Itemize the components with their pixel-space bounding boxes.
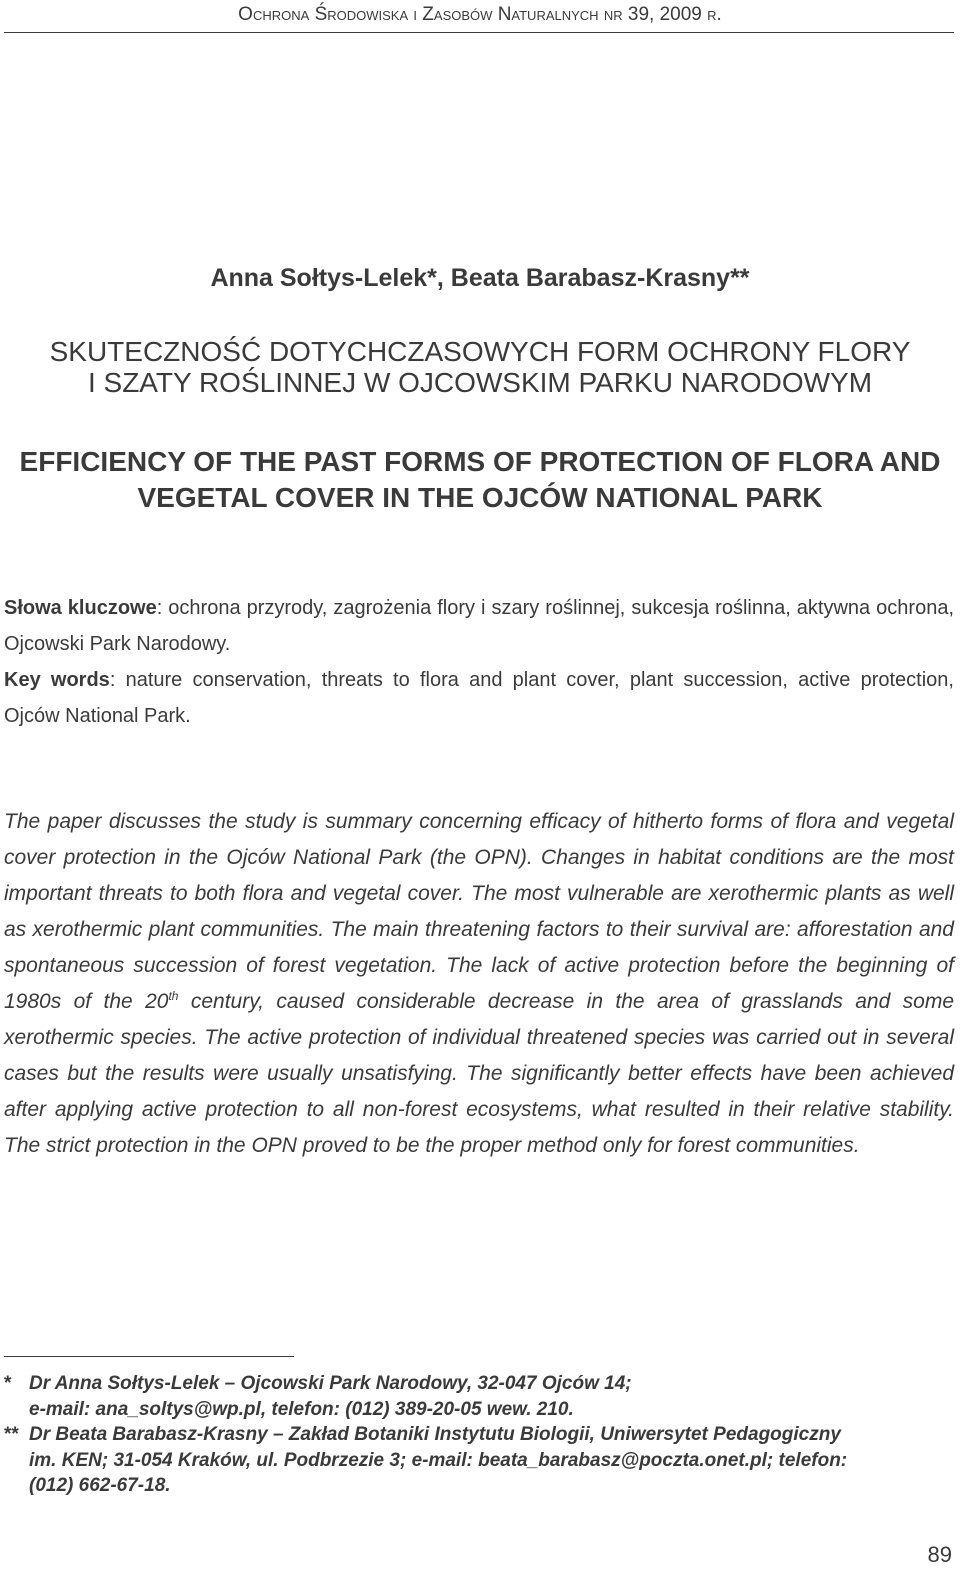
footnote-2 bbox=[4, 1422, 954, 1499]
keywords-english bbox=[4, 662, 954, 734]
footnote-divider bbox=[4, 1356, 294, 1357]
title-english bbox=[0, 444, 960, 516]
page-number: 89 bbox=[927, 1542, 952, 1567]
keywords-english-label: Key words bbox=[4, 669, 110, 691]
title-english-line: EFFICIENCY OF THE PAST FORMS OF PROTECTION OF FLORA AND bbox=[19, 446, 941, 477]
footnote-line: (012) 662-67-18. bbox=[29, 1475, 171, 1496]
running-header bbox=[0, 4, 960, 26]
keywords-english-text: : nature conservation, threats to flora and plant cover, plant succession, active protection, Ojców National Park. bbox=[4, 669, 954, 727]
footnote-line: Dr Anna Sołtys-Lelek – Ojcowski Park Narodowy, 32-047 Ojców 14; bbox=[29, 1373, 632, 1394]
footnote-mark: ** bbox=[4, 1424, 19, 1445]
keywords-polish-label: Słowa kluczowe bbox=[4, 597, 157, 619]
abstract bbox=[4, 804, 954, 1164]
abstract-superscript: th bbox=[168, 989, 179, 1003]
abstract-text-2: century, caused considerable decrease in the area of grasslands and some xerothermic species. The active protection of individual threatened species was carried out in several cases but the results were usually unsatisfying. The significantly better effects have been achieved after applying active protection to all non-forest ecosystems, what resulted in their relative stability. The strict protection in the OPN proved to be the proper method only for forest communities. bbox=[4, 990, 954, 1157]
footnote-line: Dr Beata Barabasz-Krasny – Zakład Botaniki Instytutu Biologii, Uniwersytet Pedagogiczny bbox=[29, 1424, 841, 1445]
header-divider bbox=[4, 32, 954, 33]
abstract-text-1: The paper discusses the study is summary concerning efficacy of hitherto forms of flora and vegetal cover protection in the Ojców National Park (the OPN). Changes in habitat conditions are the most important threats to both flora and vegetal cover. The most vulnerable are xerothermic plants as well as xerothermic plant communities. The main threatening factors to their survival are: afforestation and spontaneous succession of forest vegetation. The lack of active protection before the beginning of 1980s of the 20 bbox=[4, 810, 954, 1013]
footnote-mark: * bbox=[4, 1373, 12, 1394]
keywords-polish bbox=[4, 590, 954, 662]
footnote-line: e-mail: ana_soltys@wp.pl, telefon: (012) 389-20-05 wew. 210. bbox=[29, 1398, 574, 1420]
issue-number: nr 39, 2009 r. bbox=[603, 4, 722, 25]
title-english-line: VEGETAL COVER IN THE OJCÓW NATIONAL PARK bbox=[137, 482, 823, 513]
journal-name: Ochrona Środowiska i Zasobów Naturalnych bbox=[238, 4, 599, 25]
title-polish-line: I SZATY ROŚLINNEJ W OJCOWSKIM PARKU NARODOWYM bbox=[87, 367, 873, 398]
keywords-polish-text: : ochrona przyrody, zagrożenia flory i szary roślinnej, sukcesja roślinna, aktywna ochrona, Ojcowski Park Narodowy. bbox=[4, 597, 955, 655]
footnotes bbox=[4, 1371, 954, 1499]
footnote-line: im. KEN; 31-054 Kraków, ul. Podbrzezie 3; e-mail: beata_barabasz@poczta.onet.pl; telefon: bbox=[29, 1449, 848, 1471]
keywords-section bbox=[4, 590, 954, 734]
footnote-1 bbox=[4, 1371, 954, 1422]
title-polish bbox=[0, 336, 960, 398]
title-polish-line: SKUTECZNOŚĆ DOTYCHCZASOWYCH FORM OCHRONY FLORY bbox=[49, 336, 911, 367]
authors: Anna Sołtys-Lelek*, Beata Barabasz-Krasny** bbox=[210, 264, 750, 292]
